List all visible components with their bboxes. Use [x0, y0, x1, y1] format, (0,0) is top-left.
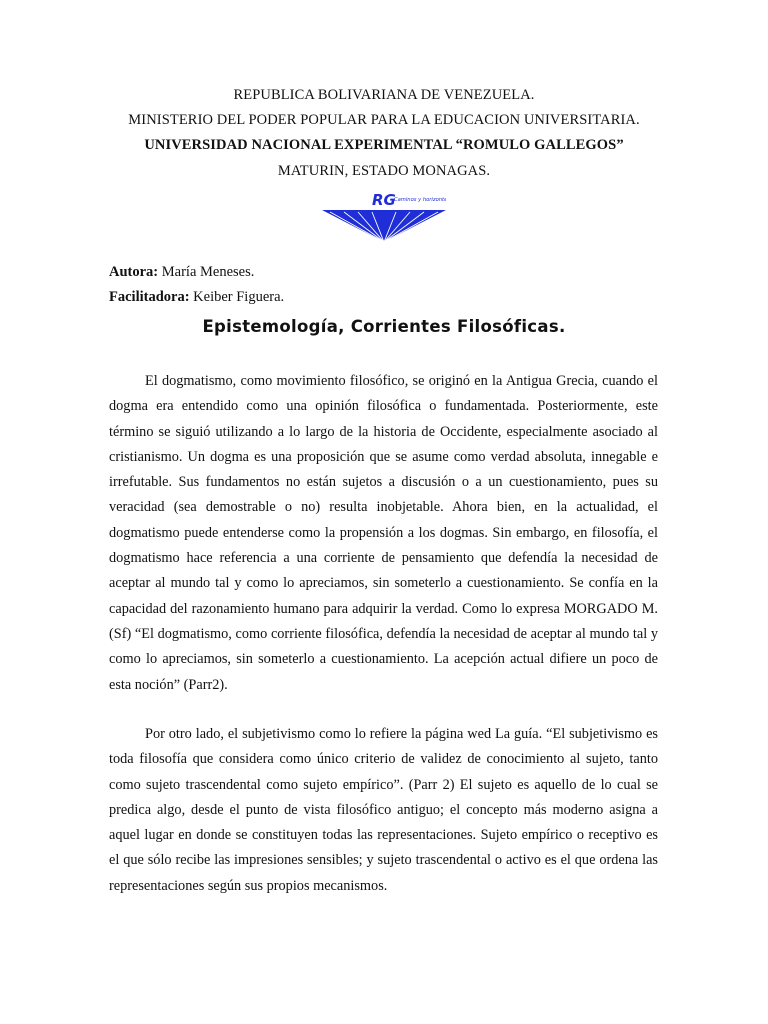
- author-line: [109, 263, 254, 281]
- facilitator-name: Keiber Figuera.: [193, 289, 285, 305]
- facilitator-line: [109, 288, 284, 306]
- document-title: Epistemología, Corrientes Filosóficas.: [202, 317, 566, 336]
- header-university: UNIVERSIDAD NACIONAL EXPERIMENTAL “ROMULO GALLEGOS”: [144, 137, 624, 153]
- university-logo-graphic: [322, 188, 446, 242]
- university-logo: [322, 188, 446, 242]
- paragraph-subjectivism: Por otro lado, el subjetivismo como lo refiere la página wed La guía. “El subjetivismo es toda filosofía que considera como único criterio de validez de conocimiento al sujeto, tanto como sujeto trascendental como sujeto empírico”. (Parr 2) El sujeto es aquello de lo cual se predica algo, desde el punto de vista filosófico antiguo; el concepto más moderno asigna a aquel lugar en donde se constituyen todas las representaciones. Sujeto empírico o receptivo es el que sólo recibe las impresiones sensibles; y sujeto trascendental o activo es el que ordena las representaciones según sus propios mecanismos.: [109, 726, 658, 894]
- logo-tagline: Caminos y horizontes: [394, 197, 446, 203]
- logo-letters: RG: [372, 191, 396, 209]
- header-location: MATURIN, ESTADO MONAGAS.: [277, 163, 491, 179]
- header-ministry: MINISTERIO DEL PODER POPULAR PARA LA EDUCACION UNIVERSITARIA.: [128, 112, 640, 128]
- paragraph-dogmatism: El dogmatismo, como movimiento filosófico, se originó en la Antigua Grecia, cuando el dogma era entendido como una opinión filosófica o fundamentada. Posteriormente, este término se siguió utilizando a lo largo de la historia de Occidente, especialmente asociado al cristianismo. Un dogma es una proposición que se asume como verdad absoluta, innegable e irrefutable. Sus fundamentos no están sujetos a discusión o a un cuestionamiento, pues su veracidad (sea demostrable o no) resulta inobjetable. Ahora bien, en la actualidad, el dogmatismo puede entenderse como la propensión a los dogmas. Sin embargo, en filosofía, el dogmatismo hace referencia a una corriente de pensamiento que defendía la necesidad de aceptar al mundo tal y como lo apreciamos, sin someterlo a cuestionamiento. Se confía en la capacidad del razonamiento humano para adquirir la verdad. Como lo expresa MORGADO M. (Sf) “El dogmatismo, como corriente filosófica, defendía la necesidad de aceptar al mundo tal y como lo apreciamos, sin someterlo a cuestionamiento. La acepción actual difiere un poco de esta noción” (Parr2).: [109, 373, 658, 693]
- header-republic: REPUBLICA BOLIVARIANA DE VENEZUELA.: [233, 87, 535, 103]
- author-label: Autora:: [109, 264, 159, 280]
- author-name: María Meneses.: [161, 264, 255, 280]
- facilitator-label: Facilitadora:: [109, 289, 190, 305]
